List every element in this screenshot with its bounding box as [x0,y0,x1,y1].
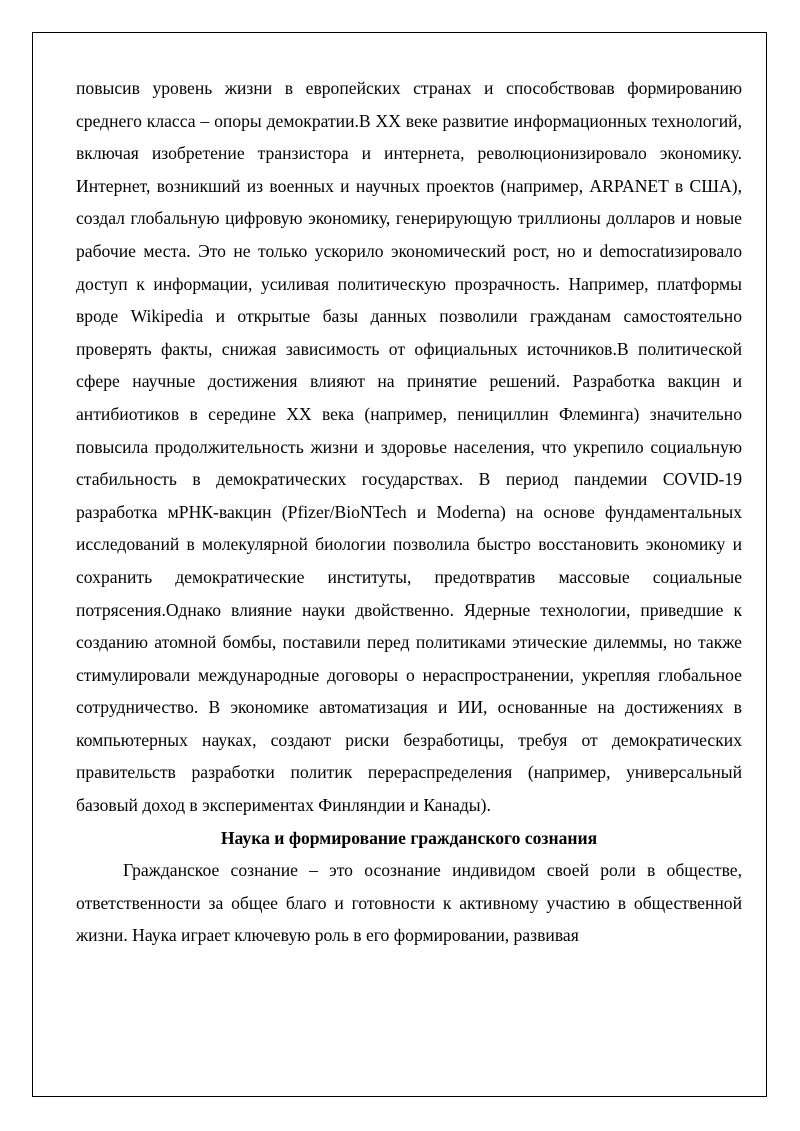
section-heading: Наука и формирование гражданского сознания [220,827,598,848]
body-paragraph: Гражданское сознание – это осознание индивидом своей роли в обществе, ответственности за общее благо и готовности к активному участию в общественной жизни. Наука играет ключевую роль в его формировании, развивая [76,860,742,946]
document-body [76,72,742,952]
body-paragraph: повысив уровень жизни в европейских странах и способствовав формированию среднего класса – опоры демократии.В XX веке развитие информационных технологий, включая изобретение транзистора и интернета, революционизировало экономику. Интернет, возникший из военных и научных проектов (например, ARPANET в США), создал глобальную цифровую экономику, генерирующую триллионы долларов и новые рабочие места. Это не только ускорило экономический рост, но и democratизировало доступ к информации, усиливая политическую прозрачность. Например, платформы вроде Wikipedia и открытые базы данных позволили гражданам самостоятельно проверять факты, снижая зависимость от официальных источников.В политической сфере научные достижения влияют на принятие решений. Разработка вакцин и антибиотиков в середине XX века (например, пенициллин Флеминга) значительно повысила продолжительность жизни и здоровье населения, что укрепило социальную стабильность в демократических государствах. В период пандемии COVID-19 разработка мРНК-вакцин (Pfizer/BioNTech и Moderna) на основе фундаментальных исследований в молекулярной биологии позволила быстро восстановить экономику и сохранить демократические институты, предотвратив массовые социальные потрясения.Однако влияние науки двойственно. Ядерные технологии, приведшие к созданию атомной бомбы, поставили перед политиками этические дилеммы, но также стимулировали международные договоры о нераспространении, укрепляя глобальное сотрудничество. В экономике автоматизация и ИИ, основанные на достижениях в компьютерных науках, создают риски безработицы, требуя от демократических правительств разработки политик перераспределения (например, универсальный базовый доход в экспериментах Финляндии и Канады). [76,78,742,816]
